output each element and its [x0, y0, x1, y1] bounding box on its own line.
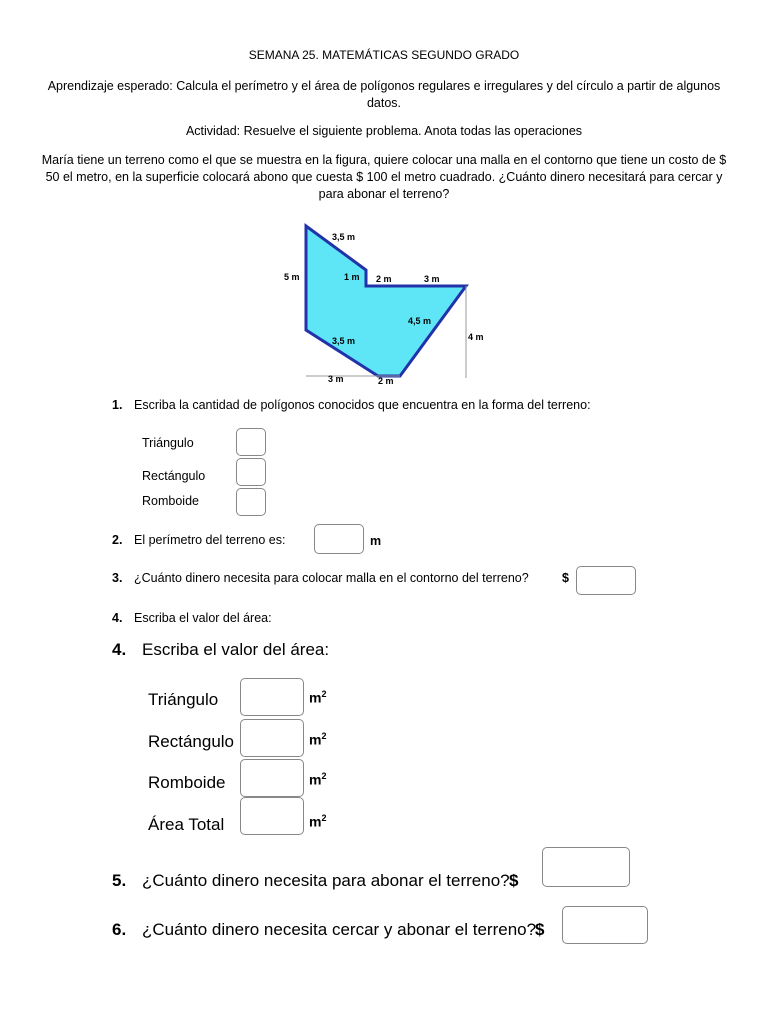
question-number: 3.: [112, 571, 123, 585]
total-cost-input[interactable]: [562, 906, 648, 944]
currency-symbol: $: [509, 871, 519, 890]
q1-label-rhomboid: Romboide: [142, 494, 199, 508]
q1-triangle-input[interactable]: [236, 428, 266, 456]
q1-rectangle-input[interactable]: [236, 458, 266, 486]
label-left-side: 5 m: [284, 272, 300, 282]
question-1: [112, 398, 591, 412]
question-4-small: [112, 611, 272, 625]
q4-label-triangle: Triángulo: [148, 690, 219, 709]
label-diagonal: 4,5 m: [408, 316, 432, 326]
label-inner-top: 2 m: [376, 274, 392, 284]
label-notch: 1 m: [344, 272, 360, 282]
label-top-edge: 3,5 m: [332, 232, 356, 242]
q1-rhomboid-input[interactable]: [236, 488, 266, 516]
question-2: [112, 533, 285, 547]
label-right-top: 3 m: [424, 274, 440, 284]
q4-label-rectangle: Rectángulo: [148, 732, 235, 751]
area-rhomboid-input[interactable]: [240, 759, 304, 797]
problem-statement: María tiene un terreno como el que se muestra en la figura, quiere colocar una malla en el contorno que tiene un costo de $ 50 el metro, en la superficie colocará abono que cuesta $ 100 el metro cuadrado. ¿Cuánto dinero necesitará para cercar y para abonar el terreno?: [41, 153, 727, 201]
question-text: ¿Cuánto dinero necesita para abonar el terreno?: [142, 871, 510, 890]
question-5: [112, 871, 510, 891]
area-unit: $m^2$: [309, 731, 327, 748]
area-rectangle-input[interactable]: [240, 719, 304, 757]
label-bottom-left: 3 m: [328, 374, 344, 384]
question-text: ¿Cuánto dinero necesita para colocar malla en el contorno del terreno?: [134, 571, 529, 585]
terrain-polygon: [306, 226, 466, 376]
area-unit: $m^2$: [309, 689, 327, 706]
area-unit: $m^2$: [309, 771, 327, 788]
label-right-side: 4 m: [468, 332, 484, 342]
currency-symbol: $: [535, 920, 545, 939]
perimeter-unit: m: [370, 534, 382, 548]
currency-symbol: $: [562, 571, 569, 585]
label-bottom-right: 2 m: [378, 376, 394, 386]
learning-objective: Aprendizaje esperado: Calcula el perímetro y el área de polígonos regulares e irregulares y del círculo a partir de algunos datos.: [47, 79, 721, 110]
q4-label-rhomboid: Romboide: [148, 773, 226, 792]
question-number: 4.: [112, 640, 127, 659]
perimeter-input[interactable]: [314, 524, 364, 554]
label-inner-diag: 3,5 m: [332, 336, 356, 346]
fertilizer-cost-input[interactable]: [542, 847, 630, 887]
question-text: Escriba el valor del área:: [142, 640, 330, 659]
area-total-input[interactable]: [240, 797, 304, 835]
activity-instruction: Actividad: Resuelve el siguiente problema. Anota todas las operaciones: [185, 124, 583, 138]
question-text: Escriba el valor del área:: [134, 611, 272, 625]
area-triangle-input[interactable]: [240, 678, 304, 716]
question-number: 1.: [112, 398, 123, 412]
q1-label-triangle: Triángulo: [142, 436, 194, 450]
question-4: [112, 640, 329, 660]
question-text: ¿Cuánto dinero necesita cercar y abonar el terreno?: [142, 920, 537, 939]
question-number: 4.: [112, 611, 123, 625]
question-6: [112, 920, 536, 940]
q4-label-total: Área Total: [148, 815, 225, 834]
question-3: [112, 571, 529, 585]
question-text: Escriba la cantidad de polígonos conocidos que encuentra en la forma del terreno:: [134, 398, 591, 412]
question-number: 2.: [112, 533, 123, 547]
question-number: 6.: [112, 920, 127, 939]
question-number: 5.: [112, 871, 127, 890]
fence-cost-input[interactable]: [576, 566, 636, 595]
terrain-figure: [270, 218, 500, 388]
page-title: SEMANA 25. MATEMÁTICAS SEGUNDO GRADO: [248, 48, 520, 62]
question-text: El perímetro del terreno es:: [134, 533, 286, 547]
area-unit: $m^2$: [309, 813, 327, 830]
q1-label-rectangle: Rectángulo: [142, 469, 206, 483]
